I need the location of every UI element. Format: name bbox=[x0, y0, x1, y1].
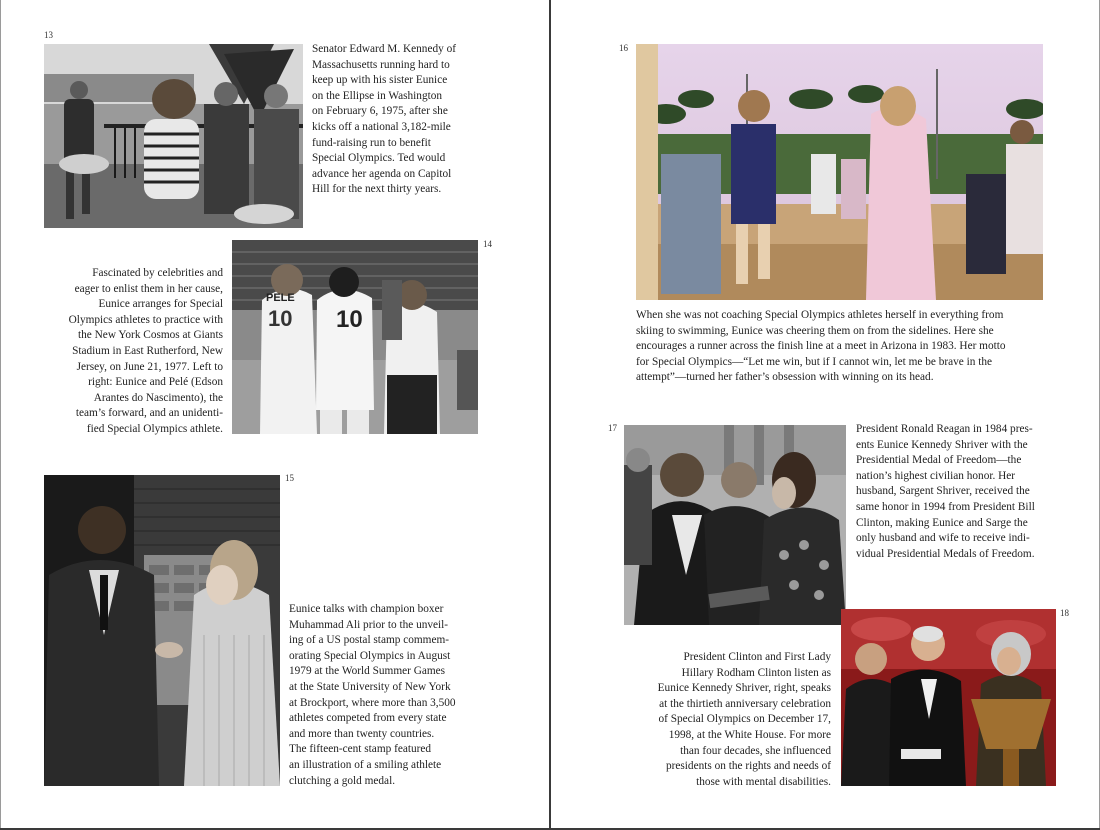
photo-16-image bbox=[636, 44, 1043, 300]
photo-17-caption: President Ronald Reagan in 1984 pres- ents Eunice Kennedy Shriver with the Presidential Medal of Freedom—the nation’s highest civilian honor. Her husband, Sargent Shriver, received the same honor in 1994 from President Bill Clinton, making Eunice and Sarge the only husband and wife to receive indi- vidual Presidential Medals of Freedom. bbox=[856, 423, 1035, 560]
photo-14-image bbox=[232, 240, 478, 434]
photo-14-caption: Fascinated by celebrities and eager to enlist them in her cause, Eunice arranges for Special Olympics athletes to practice with the New York Cosmos at Giants Stadium in East Rutherford, New Jersey, on June 21, 1977. Left to right: Eunice and Pelé (Edson Arantes do Nascimento), the team’s forward, and an unidenti- fied Special Olympics athlete. bbox=[68, 267, 223, 435]
photo-13 bbox=[44, 44, 303, 228]
photo-15-caption: Eunice talks with champion boxer Muhammad Ali prior to the unveil- ing of a US postal stamp commem- orating Special Olympics in August 1979 at the World Summer Games at the State University of New York at Brockport, where more than 3,500 athletes competed from every state and more than twenty countries. The fifteen-cent stamp featured an illustration of a smiling athlete clutching a gold medal. bbox=[289, 603, 456, 787]
photo-13-number: 13 bbox=[44, 30, 53, 40]
photo-16-number: 16 bbox=[619, 43, 628, 53]
photo-16-caption: When she was not coaching Special Olympics athletes herself in everything from skiing to swimming, Eunice was cheering them on from the sidelines. Here she encourages a runner across the finish line at a meet in Arizona in 1983. Her motto for Special Olympics—“Let me win, but if I cannot win, let me be brave in the attempt”—turned her father’s obsession with winning on its head. bbox=[636, 309, 1006, 384]
right-page bbox=[551, 0, 1100, 830]
photo-17-number: 17 bbox=[608, 423, 617, 433]
photo-17 bbox=[624, 425, 846, 625]
photo-16 bbox=[636, 44, 1043, 300]
pele-jersey-name: PELE bbox=[266, 292, 295, 304]
photo-18-image bbox=[841, 609, 1056, 786]
photo-14 bbox=[232, 240, 478, 434]
photo-14-number: 14 bbox=[483, 239, 492, 249]
photo-18-number: 18 bbox=[1060, 608, 1069, 618]
photo-15-image bbox=[44, 475, 280, 786]
photo-15 bbox=[44, 475, 280, 786]
photo-18 bbox=[841, 609, 1056, 786]
photo-13-image bbox=[44, 44, 303, 228]
pele-jersey-number-back: 10 bbox=[268, 306, 293, 331]
photo-18-caption: President Clinton and First Lady Hillary Rodham Clinton listen as Eunice Kennedy Shriver, right, speaks at the thirtieth anniversary celebration of Special Olympics on December 17, 1998, at the White House. For more than four decades, she influenced presidents on the rights and needs of those with mental disabilities. bbox=[657, 651, 831, 788]
pele-jersey-number: 10 bbox=[336, 306, 363, 333]
left-page bbox=[0, 0, 549, 830]
photo-17-image bbox=[624, 425, 846, 625]
photo-15-number: 15 bbox=[285, 473, 294, 483]
photo-13-caption: Senator Edward M. Kennedy of Massachusetts running hard to keep up with his sister Eunice on the Ellipse in Washington on February 6, 1975, after she kicks off a national 3,182-mile fund-raising run to benefit Special Olympics. Ted would advance her agenda on Capitol Hill for the next thirty years. bbox=[312, 43, 456, 196]
